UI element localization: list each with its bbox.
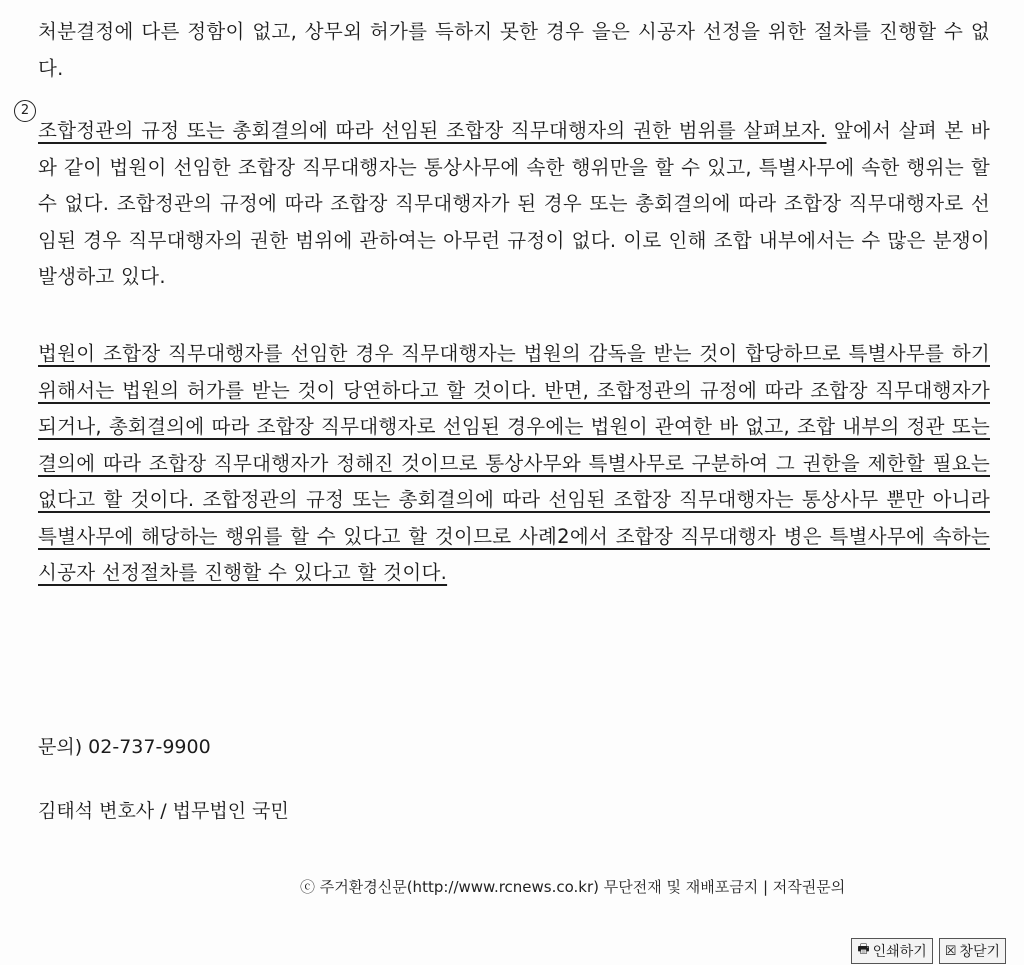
paragraph-1: 처분결정에 다른 정함이 없고, 상무외 허가를 득하지 못한 경우 을은 시공자 선정을 위한 절차를 진행할 수 없다. (38, 20, 990, 80)
contact-phone: 문의) 02-737-9900 (38, 736, 211, 758)
print-button-label: 인쇄하기 (872, 944, 927, 960)
print-button[interactable] (851, 938, 932, 964)
copyright-notice: ⓒ 주거환경신문(http://www.rcnews.co.kr) 무단전재 및 재배포금지 | 저작권문의 (300, 878, 846, 896)
author-line: 김태석 변호사 / 법무법인 국민 (38, 800, 289, 822)
paragraph-2-lead: 조합정관의 규정 또는 총회결의에 따라 선임된 조합장 직무대행자의 권한 범위를 살펴보자. (38, 119, 827, 142)
close-button[interactable] (939, 938, 1006, 964)
circled-number-marker: 2 (14, 100, 36, 122)
close-icon: ☒ (944, 943, 957, 959)
paragraph-2-rest: 앞에서 살펴 본 바와 같이 법원이 선임한 조합장 직무대행자는 통상사무에 속한 행위만을 할 수 있고, 특별사무에 속한 행위는 할 수 없다. 조합정관의 규정에 따라 조합장 직무대행자가 된 경우 또는 총회결의에 따라 조합장 직무대행자로 선임된 경우 직무대행자의 권한 범위에 관하여는 아무런 규정이 없다. 이로 인해 조합 내부에서는 수 많은 분쟁이 발생하고 있다. (38, 119, 991, 288)
action-buttons (851, 938, 1006, 964)
printer-icon: 🖶 (857, 942, 870, 957)
paragraph-2 (38, 113, 990, 296)
paragraph-3: 법원이 조합장 직무대행자를 선임한 경우 직무대행자는 법원의 감독을 받는 것이 합당하므로 특별사무를 하기 위해서는 법원의 허가를 받는 것이 당연하다고 할 것이다. 반면, 조합정관의 규정에 따라 조합장 직무대행자가 되거나, 총회결의에 따라 조합장 직무대행자로 선임된 경우에는 법원이 관여한 바 없고, 조합 내부의 정관 또는 결의에 따라 조합장 직무대행자가 정해진 것이므로 통상사무와 특별사무로 구분하여 그 권한을 제한할 필요는 없다고 할 것이다. 조합정관의 규정 또는 총회결의에 따라 선임된 조합장 직무대행자는 통상사무 뿐만 아니라 특별사무에 해당하는 행위를 할 수 있다고 할 것이므로 사례2에서 조합장 직무대행자 병은 특별사무에 속하는 시공자 선정절차를 진행할 수 있다고 할 것이다. (38, 342, 990, 584)
close-button-label: 창닫기 (959, 944, 1000, 960)
